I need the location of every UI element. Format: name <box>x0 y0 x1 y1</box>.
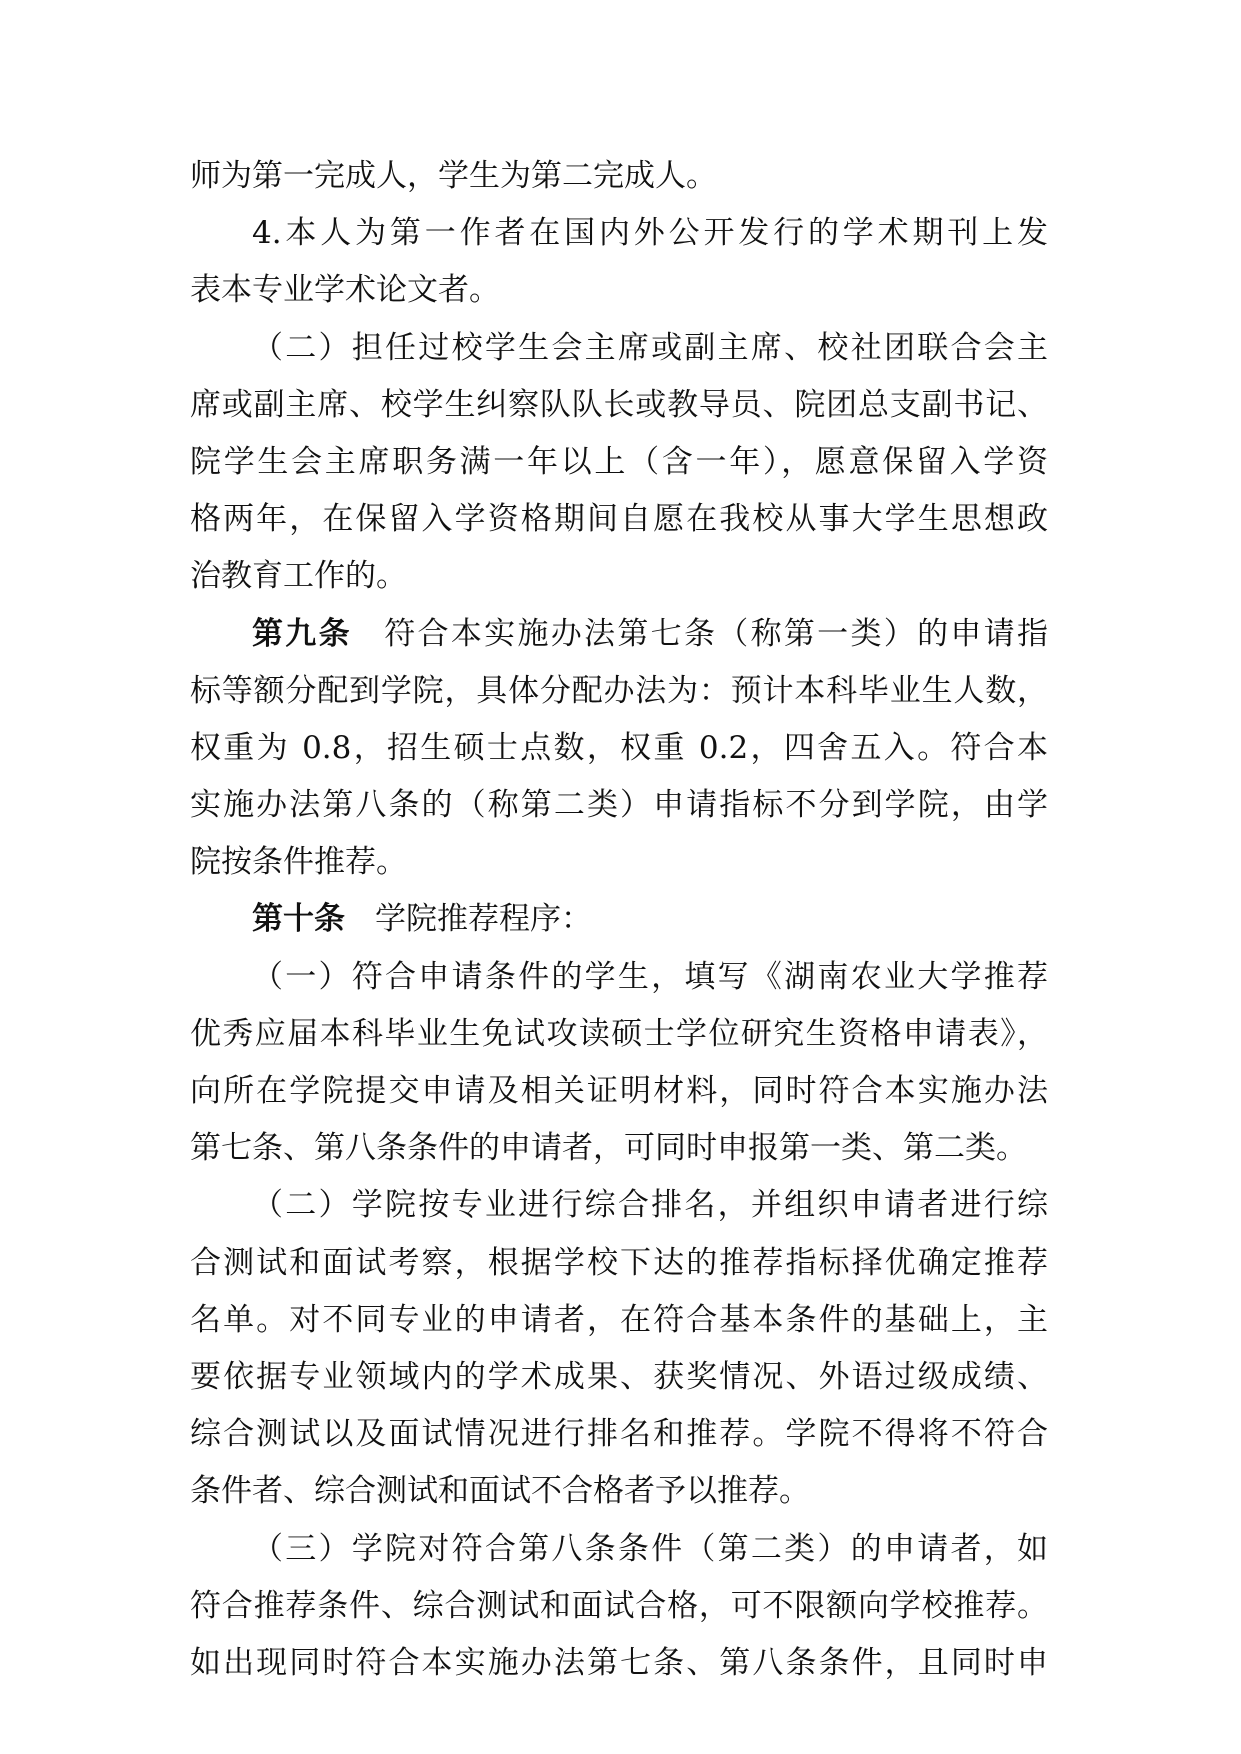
text-line: 符合推荐条件、综合测试和面试合格，可不限额向学校推荐。 <box>190 1587 1048 1624</box>
text-span: 学院推荐程序： <box>375 901 592 938</box>
document-page <box>190 148 1048 1692</box>
text-line: 名单。对不同专业的申请者，在符合基本条件的基础上，主 <box>190 1301 1048 1338</box>
text-line: 合测试和面试考察，根据学校下达的推荐指标择优确定推荐 <box>190 1244 1048 1281</box>
text-line: 4.本人为第一作者在国内外公开发行的学术期刊上发 <box>252 215 1048 252</box>
text-line: 第七条、第八条条件的申请者，可同时申报第一类、第二类。 <box>190 1130 1027 1167</box>
text-line: 院按条件推荐。 <box>190 844 407 881</box>
text-line: 实施办法第八条的（称第二类）申请指标不分到学院，由学 <box>190 787 1048 824</box>
text-line: 院学生会主席职务满一年以上（含一年），愿意保留入学资 <box>190 443 1048 480</box>
text-line: 权重为 0.8，招生硕士点数，权重 0.2，四舍五入。符合本 <box>190 729 1048 766</box>
text-span: 符合本实施办法第七条（称第一类）的申请指 <box>381 615 1049 652</box>
text-line: （二）担任过校学生会主席或副主席、校社团联合会主 <box>252 329 1048 366</box>
text-line: （二）学院按专业进行综合排名，并组织申请者进行综 <box>252 1187 1048 1224</box>
text-line: （一）符合申请条件的学生，填写《湖南农业大学推荐 <box>252 958 1048 995</box>
article-line <box>190 606 1048 663</box>
text-line: 标等额分配到学院，具体分配办法为：预计本科毕业生人数， <box>190 672 1048 709</box>
text-line: 席或副主席、校学生纠察队队长或教导员、院团总支副书记、 <box>190 386 1048 423</box>
text-line: 条件者、综合测试和面试不合格者予以推荐。 <box>190 1473 810 1510</box>
article-heading: 第十条 <box>252 901 345 938</box>
text-line: 格两年，在保留入学资格期间自愿在我校从事大学生思想政 <box>190 501 1048 538</box>
text-line: 向所在学院提交申请及相关证明材料，同时符合本实施办法 <box>190 1073 1048 1109</box>
text-line: 要依据专业领域内的学术成果、获奖情况、外语过级成绩、 <box>190 1358 1048 1395</box>
text-line: 师为第一完成人，学生为第二完成人。 <box>190 158 717 194</box>
text-line: 治教育工作的。 <box>190 558 407 595</box>
text-line: 优秀应届本科毕业生免试攻读硕士学位研究生资格申请表》， <box>190 1015 1048 1052</box>
article-line <box>190 891 1048 948</box>
article-heading: 第九条 <box>252 615 352 652</box>
text-line: （三）学院对符合第八条条件（第二类）的申请者，如 <box>252 1530 1048 1567</box>
text-line: 如出现同时符合本实施办法第七条、第八条条件，且同时申 <box>190 1644 1048 1681</box>
text-line: 综合测试以及面试情况进行排名和推荐。学院不得将不符合 <box>190 1416 1048 1453</box>
text-line: 表本专业学术论文者。 <box>190 272 500 309</box>
